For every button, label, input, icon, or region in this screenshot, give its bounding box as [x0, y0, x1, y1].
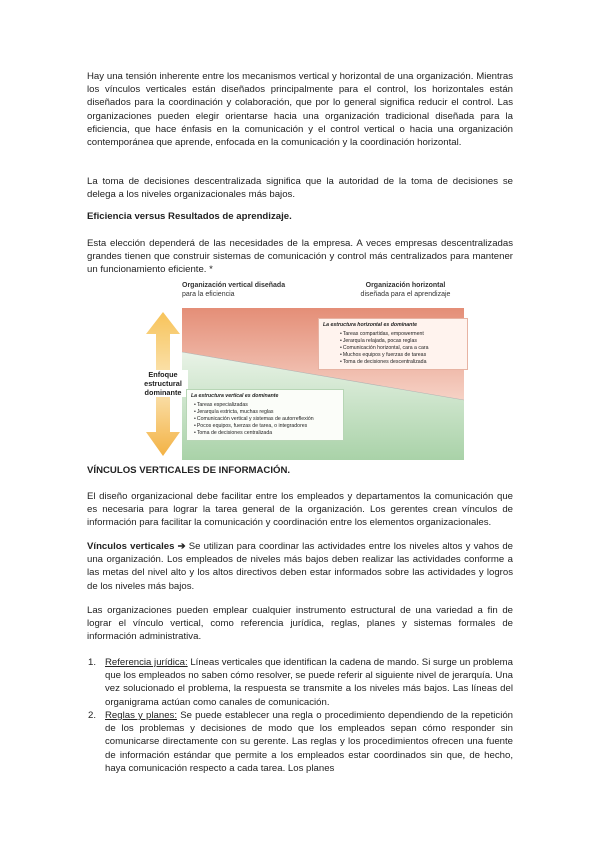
list-number: 2. — [88, 710, 97, 721]
horizontal-item: • Jerarquía relajada, pocas reglas — [340, 338, 463, 345]
list-item — [88, 709, 513, 775]
list-item — [88, 656, 513, 709]
horizontal-item: • Muchos equipos y fuerzas de tareas — [340, 352, 463, 359]
paragraph-tension: Hay una tensión inherente entre los mecanismos vertical y horizontal de una organización. Mientras los vínculos verticales están diseñados principalmente para el control, los horizontales están diseñados para la coordinación y colaboración, que por lo general significa reducir el control. Las organizaciones pueden elegir orientarse hacia una organización tradicional diseñada para la eficiencia, que hace énfasis en la comunicación y el control vertical o hacia una organización contemporánea que aprende, enfocada en la comunicación y la coordinación horizontal. — [87, 71, 513, 149]
figure-left-subtitle: para la eficiencia — [182, 290, 235, 298]
vertical-item: • Jerarquía estricta, muchas reglas — [194, 409, 339, 416]
vertical-dominant-box — [186, 389, 344, 441]
figure-right-subtitle: diseñada para el aprendizaje — [360, 290, 451, 298]
list-number: 1. — [88, 657, 97, 668]
vertical-item: • Pocos equipos, fuerzas de tarea, o integradores — [194, 423, 339, 430]
list-term: Referencia jurídica: — [105, 657, 188, 668]
arrow-right-icon: ➔ — [177, 541, 186, 552]
paragraph-decentralized: La toma de decisiones descentralizada significa que la autoridad de la toma de decisiones se delega a los niveles organizacionales más bajos. — [87, 176, 513, 201]
horizontal-item: • Tareas compartidas, empowerment — [340, 331, 463, 338]
vertical-links-term: Vínculos verticales — [87, 541, 175, 552]
paragraph-vertical-links — [87, 540, 513, 593]
dominant-focus-label: Enfoque estructural dominante — [138, 370, 188, 397]
paragraph-instruments: Las organizaciones pueden emplear cualquier instrumento estructural de una variedad a fin de lograr el vínculo vertical, como referencia jurídica, reglas, planes y sistemas formales de información administrativa. — [87, 605, 513, 643]
heading-vertical-links: VÍNCULOS VERTICALES DE INFORMACIÓN. — [87, 465, 291, 476]
vertical-item: • Toma de decisiones centralizada — [194, 430, 339, 437]
list-term: Reglas y planes: — [105, 710, 177, 721]
vertical-item: • Comunicación vertical y sistemas de autorreflexión — [194, 416, 339, 423]
horizontal-box-title: La estructura horizontal es dominante — [323, 322, 417, 328]
vertical-links-text: Se utilizan para coordinar las actividades entre los niveles altos y vahos de una organización. Los empleados de niveles más bajos deben realizar las actividades conforme a las metas del nivel alto y los altos directivos deben estar informados sobre las actividades y logros de los niveles más bajos. — [87, 541, 513, 592]
horizontal-item: • Toma de decisiones descentralizada — [340, 359, 463, 366]
heading-efficiency: Eficiencia versus Resultados de aprendizaje. — [87, 211, 292, 222]
list-text: Se puede establecer una regla o procedimiento dependiendo de la repetición de los problemas y decisiones de modo que los empleados sepan cómo responder sin comunicarse directamente con su gerente. Las reglas y los procedimientos ofrecen una fuente de información estándar que permite a los empleados estar coordinados sin que, de hecho, haya comunicación respecto a cada tarea. Los planes — [105, 710, 513, 774]
paragraph-choice: Esta elección dependerá de las necesidades de la empresa. A veces empresas descentralizadas grandes tienen que construir sistemas de comunicación y control más centralizados para mantener un funcionamiento eficiente. * — [87, 238, 513, 276]
horizontal-item: • Comunicación horizontal, cara a cara — [340, 345, 463, 352]
vertical-box-title: La estructura vertical es dominante — [191, 393, 279, 399]
paragraph-design: El diseño organizacional debe facilitar entre los empleados y departamentos la comunicación que es necesaria para lograr la tarea general de la organización. Los gerentes crean vínculos de información para facilitar la comunicación y coordinación entre los elementos organizacionales. — [87, 491, 513, 529]
figure-right-title-text: Organización horizontal — [365, 282, 446, 289]
list-text: Líneas verticales que identifican la cadena de mando. Si surge un problema que los empleados no saben cómo resolver, se puede referir al siguiente nivel de jerarquía. Una vez solucionado el problema, la respuesta se transmite a los niveles más bajos. Las líneas del organigrama actúan como canales de comunicación. — [105, 657, 513, 708]
structure-figure — [138, 282, 464, 460]
figure-left-title-text: Organización vertical diseñada — [182, 282, 286, 289]
vertical-item: • Tareas especializadas — [194, 402, 339, 409]
horizontal-dominant-box — [318, 318, 468, 370]
